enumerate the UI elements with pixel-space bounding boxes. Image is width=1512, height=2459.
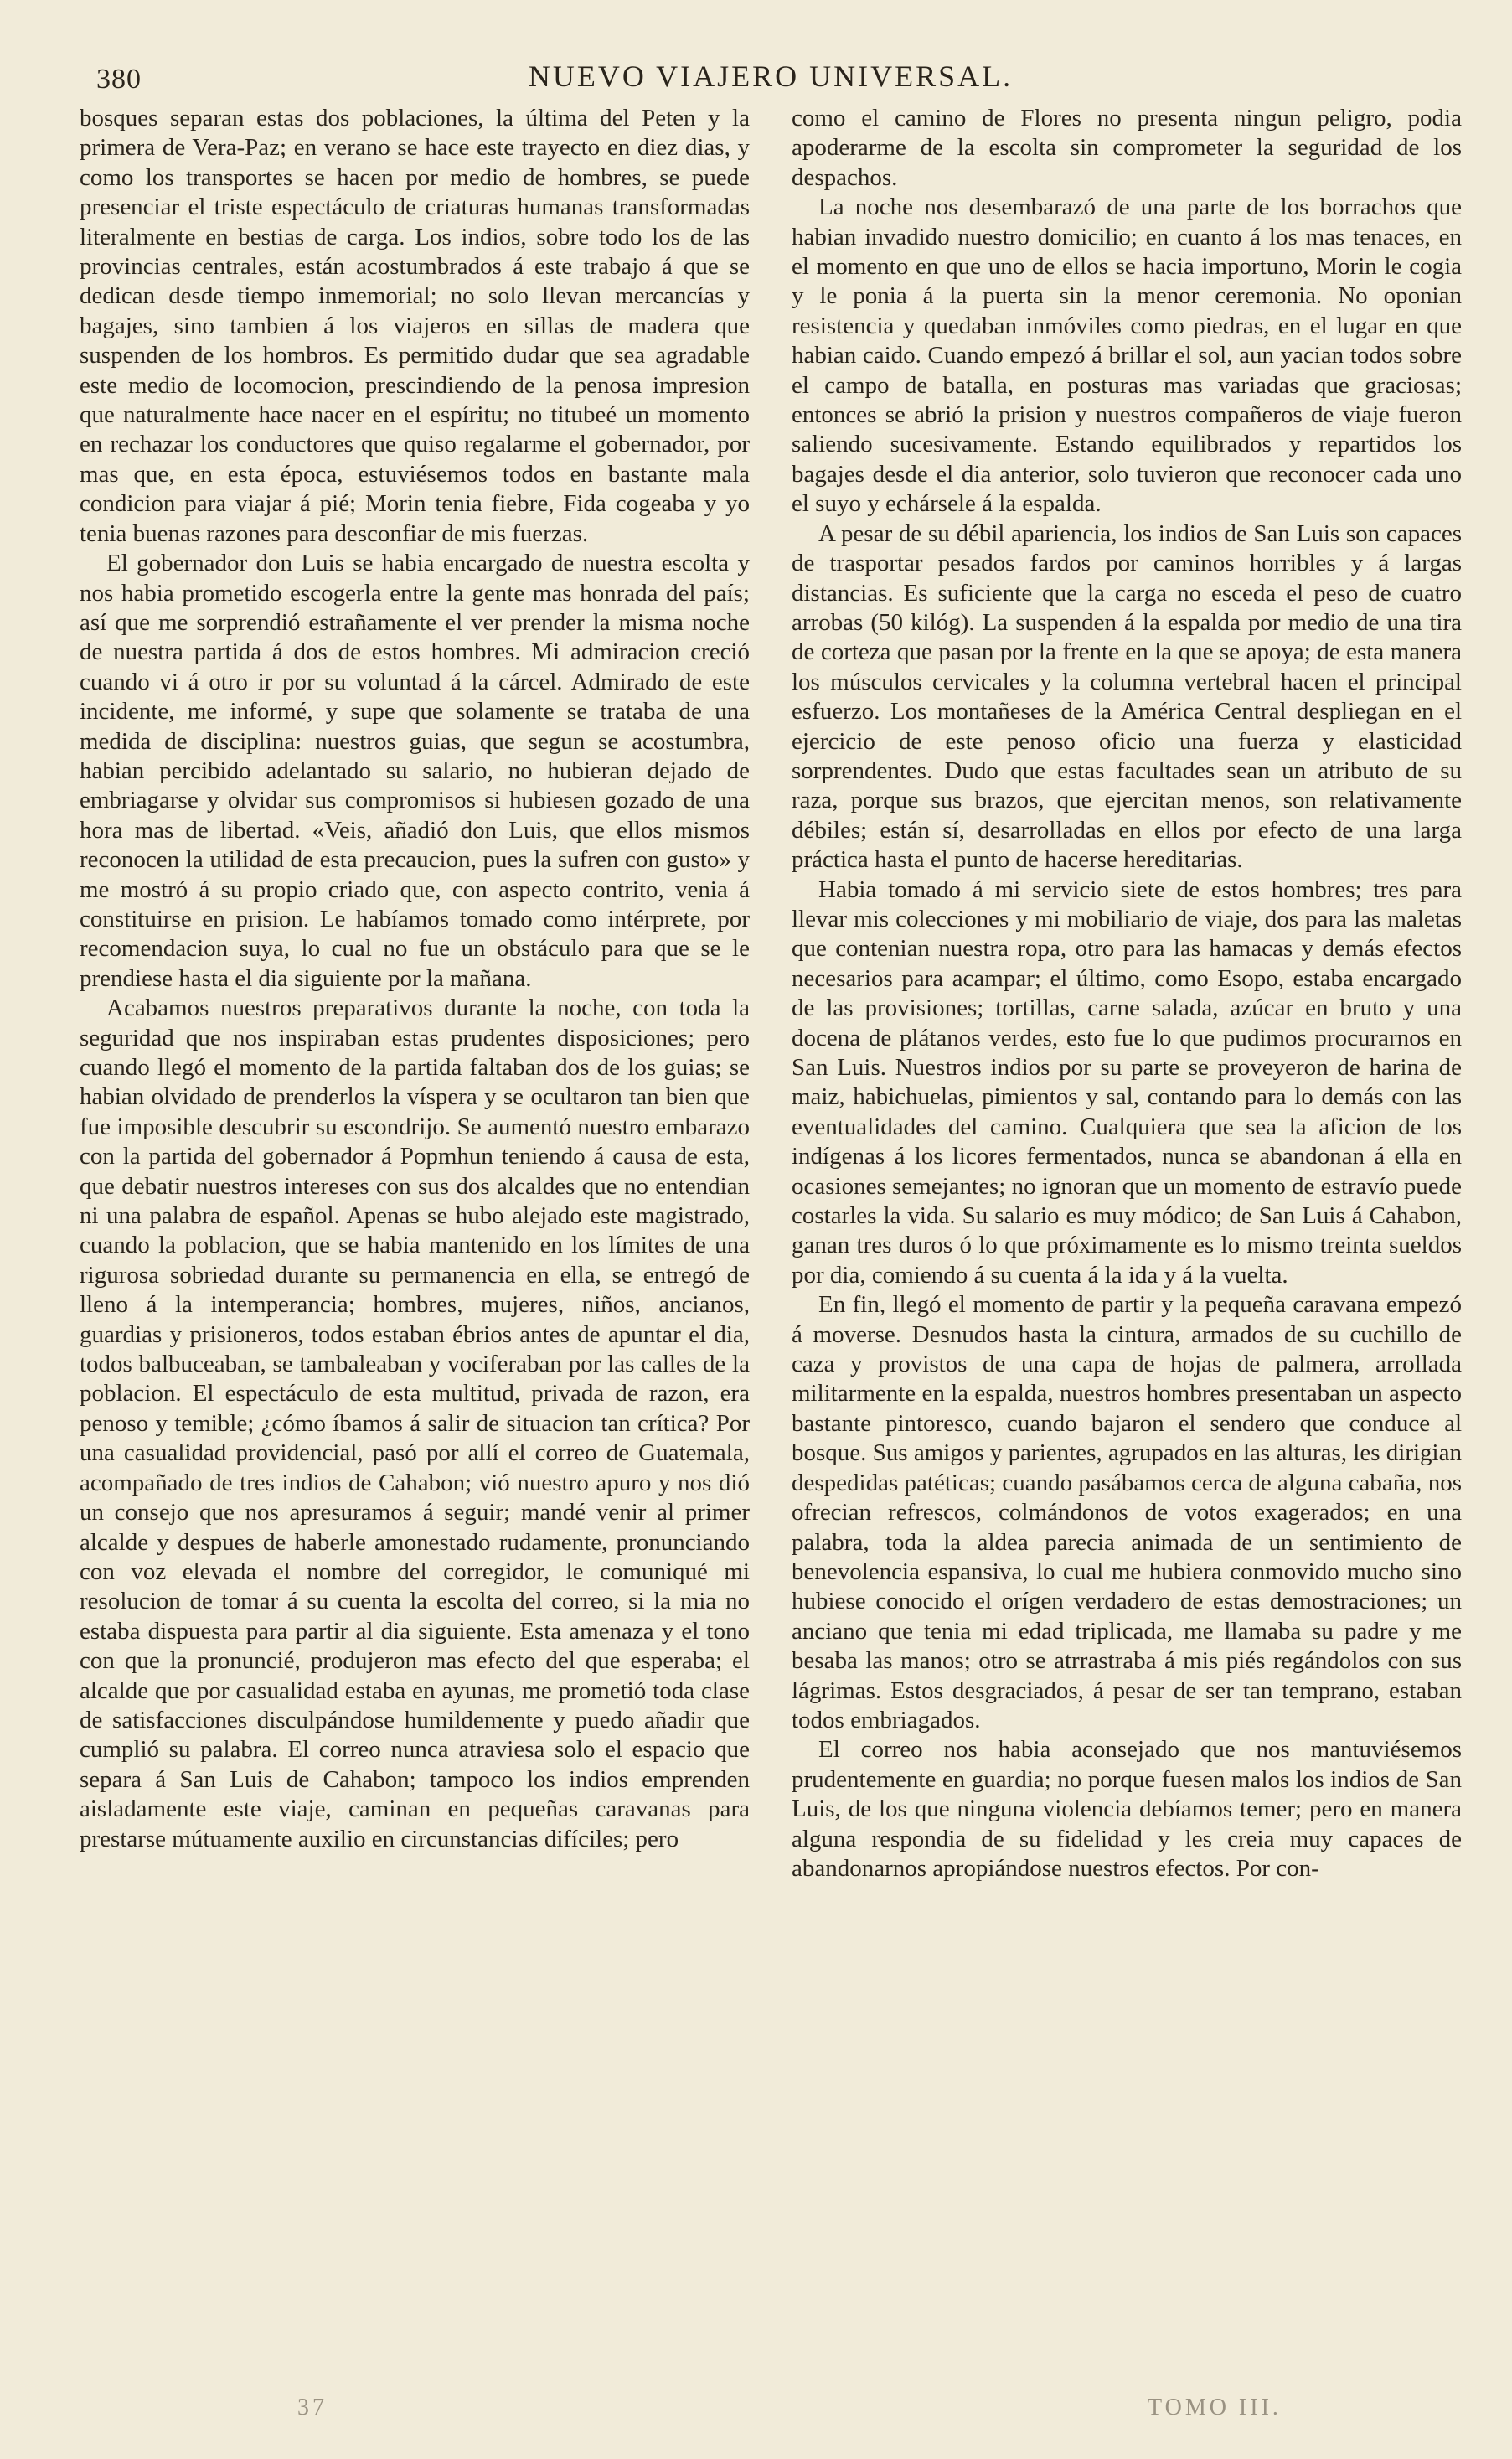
page-number: 380 xyxy=(96,64,142,95)
paragraph: bosques separan estas dos poblaciones, la última del Peten y la primera de Vera-Paz; en verano se hace este trayecto en diez dias, y como los transportes se hacen por medio de hombres, se puede presenciar el triste espectáculo de criaturas humanas transformadas literalmente en bestias de carga. Los indios, sobre todo los de las provincias centrales, están acostumbrados á este trabajo á que se dedican desde tiempo inmemorial; no solo llevan mercancías y bagajes, sino tambien á los viajeros en sillas de madera que suspenden de los hombros. Es permitido dudar que sea agradable este medio de locomocion, prescindiendo de la penosa impresion que naturalmente hace nacer en el espíritu; no titubeé un momento en rechazar los conductores que quiso regalarme el gobernador, por mas que, en esta época, estuviésemos todos en bastante mala condicion para viajar á pié; Morin tenia fiebre, Fida cogeaba y yo tenia buenas razones para desconfiar de mis fuerzas. xyxy=(80,105,750,547)
text-columns xyxy=(80,104,1462,2366)
volume-mark: TOMO III. xyxy=(1148,2394,1282,2420)
paragraph: En fin, llegó el momento de partir y la pequeña caravana empezó á moverse. Desnudos hasta la cintura, armados de su cuchillo de caza y provistos de una capa de hojas de palmera, arrollada militarmente en la espalda, nuestros hombres presentaban un aspecto bastante pintoresco, cuando bajaron el sendero que conduce al bosque. Sus amigos y parientes, agrupados en las alturas, les dirigian despedidas patéticas; cuando pasábamos cerca de alguna cabaña, nos ofrecian refrescos, colmándonos de votos exagerados; en una palabra, toda la aldea parecia animada de un sentimiento de benevolencia espansiva, lo cual me hubiera conmovido mucho sino hubiese conocido el orígen verdadero de estas demostraciones; un anciano que tenia mi edad triplicada, me llamaba su padre y me besaba las manos; otro se atrrastraba á mis piés regándolos con sus lágrimas. Estos desgraciados, á pesar de ser tan temprano, estaban todos embriagados. xyxy=(792,1291,1462,1733)
running-title: NUEVO VIAJERO UNIVERSAL. xyxy=(528,59,1014,93)
paragraph: La noche nos desembarazó de una parte de los borrachos que habian invadido nuestro domicilio; en cuanto á los mas tenaces, en el momento en que uno de ellos se hacia importuno, Morin le cogia y le ponia á la puerta sin la menor ceremonia. No oponian resistencia y quedaban inmóviles como piedras, en el lugar en que habian caido. Cuando empezó á brillar el sol, aun yacian todos sobre el campo de batalla, en posturas mas variadas que graciosas; entonces se abrió la prision y nuestros compañeros de viaje fueron saliendo sucesivamente. Estando equilibrados y repartidos los bagajes desde el dia anterior, solo tuvieron que reconocer cada uno el suyo y echársele á la espalda. xyxy=(792,194,1462,518)
signature-mark: 37 xyxy=(297,2394,328,2420)
paragraph: Acabamos nuestros preparativos durante la noche, con toda la seguridad que nos inspiraban estas prudentes disposiciones; pero cuando llegó el momento de la partida faltaban dos de los guias; se habian olvidado de prenderlos la víspera y se ocultaron tan bien que fue imposible descubrir su escondrijo. Se aumentó nuestro embarazo con la partida del gobernador á Popmhun teniendo á causa de esta, que debatir nuestros intereses con sus dos alcaldes que no entendian ni una palabra de español. Apenas se hubo alejado este magistrado, cuando la poblacion, que se habia mantenido en los límites de una rigurosa sobriedad durante su permanencia en ella, se entregó de lleno á la intemperancia; hombres, mujeres, niños, ancianos, guardias y prisioneros, todos estaban ébrios antes de apuntar el dia, todos balbuceaban, se tambaleaban y vociferaban por las calles de la poblacion. El espectáculo de esta multitud, privada de razon, era penoso y temible; ¿cómo íbamos á salir de situacion tan crítica? Por una casualidad providencial, pasó por allí el correo de Guatemala, acompañado de tres indios de Cahabon; vió nuestro apuro y nos dió un consejo que nos apresuramos á seguir; mandé venir al primer alcalde y despues de haberle amonestado rudamente, pronunciando con voz elevada el nombre del corregidor, le comuniqué mi resolucion de tomar á su cuenta la escolta del correo, si la mia no estaba dispuesta para partir al dia siguiente. Esta amenaza y el tono con que la pronuncié, produjeron mas efecto del que esperaba; el alcalde que por casualidad estaba en ayunas, me prometió toda clase de satisfacciones disculpándose humildemente y puedo añadir que cumplió su palabra. El correo nunca atraviesa solo el espacio que separa á San Luis de Cahabon; tampoco los indios emprenden aisladamente este viaje, caminan en pequeñas caravanas para prestarse mútuamente auxilio en circunstancias difíciles; pero xyxy=(80,994,750,1852)
paragraph: Habia tomado á mi servicio siete de estos hombres; tres para llevar mis colecciones y mi mobiliario de viaje, dos para las maletas que contenian nuestra ropa, otro para las hamacas y demás efectos necesarios para acampar; el último, como Esopo, estaba encargado de las provisiones; tortillas, carne salada, azúcar en bruto y una docena de plátanos verdes, esto fue lo que pudimos procurarnos en San Luis. Nuestros indios por su parte se proveyeron de harina de maiz, habichuelas, pimientos y sal, contando para lo demás con las eventualidades del camino. Cualquiera que sea la aficion de los indígenas á los licores fermentados, nunca se abandonan á ella en ocasiones semejantes; no ignoran que un momento de estravío puede costarles la vida. Su salario es muy módico; de San Luis á Cahabon, ganan tres duros ó lo que próximamente es lo mismo treinta sueldos por dia, comiendo á su cuenta á la ida y á la vuelta. xyxy=(792,876,1462,1289)
page-header xyxy=(80,49,1462,101)
paragraph: El gobernador don Luis se habia encargado de nuestra escolta y nos habia prometido escogerla entre la gente mas honrada del país; así que me sorprendió estrañamente el ver prender la misma noche de nuestra partida á dos de estos hombres. Mi admiracion creció cuando vi á otro ir por su voluntad á la cárcel. Admirado de este incidente, me informé, y supe que solamente se trataba de una medida de disciplina: nuestros guias, que segun se acostumbra, habian percibido adelantado su salario, no hubieran dejado de embriagarse y olvidar sus compromisos si hubiesen gozado de una hora mas de libertad. «Veis, añadió don Luis, que ellos mismos reconocen la utilidad de esta precaucion, pues la sufren con gusto» y me mostró á su propio criado que, con aspecto contrito, venia á constituirse en prision. Le habíamos tomado como intérprete, por recomendacion suya, lo cual no fue un obstáculo para que se le prendiese hasta el dia siguiente por la mañana. xyxy=(80,550,750,992)
paragraph: como el camino de Flores no presenta ningun peligro, podia apoderarme de la escolta sin comprometer la seguridad de los despachos. xyxy=(792,105,1462,191)
paragraph: El correo nos habia aconsejado que nos mantuviésemos prudentemente en guardia; no porque fuesen malos los indios de San Luis, de los que ninguna violencia debíamos temer; pero en manera alguna respondia de su fidelidad y les creia muy capaces de abandonarnos apropiándose nuestros efectos. Por con- xyxy=(792,1736,1462,1882)
right-column xyxy=(792,104,1462,2366)
paragraph: A pesar de su débil apariencia, los indios de San Luis son capaces de trasportar pesados fardos por caminos horribles y á largas distancias. Es suficiente que la carga no esceda el peso de cuatro arrobas (50 kilóg). La suspenden á la espalda por medio de una tira de corteza que pasan por la frente en la que se apoya; de esta manera los músculos cervicales y la columna vertebral hacen el principal esfuerzo. Los montañeses de la América Central despliegan en el ejercicio de este penoso oficio una fuerza y elasticidad sorprendentes. Dudo que estas facultades sean un atributo de su raza, porque sus brazos, que ejercitan menos, son relativamente débiles; están sí, desarrolladas en ellos por efecto de una larga práctica hasta el punto de hacerse hereditarias. xyxy=(792,519,1462,874)
left-column xyxy=(80,104,750,2366)
